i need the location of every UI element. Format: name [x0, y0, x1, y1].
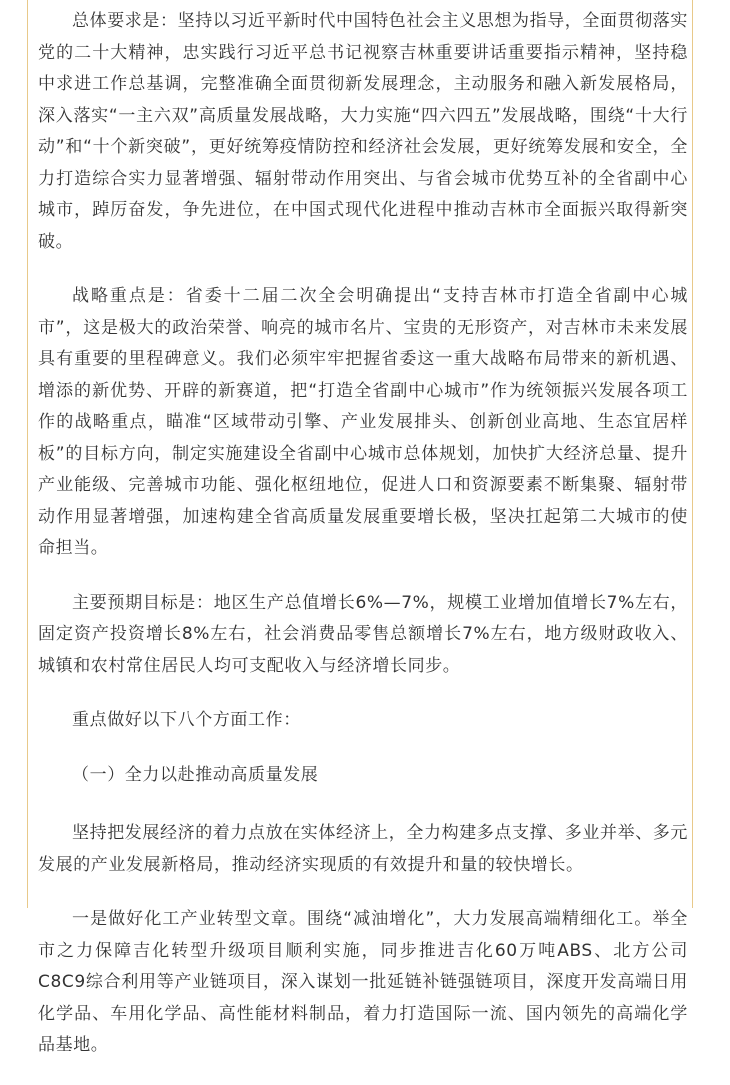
paragraph-strategic-focus: 战略重点是：省委十二届二次全会明确提出“支持吉林市打造全省副中心城市”，这是极大的政治荣誉、响亮的城市名片、宝贵的无形资产，对吉林市未来发展具有重要的里程碑意义。我们必须牢牢把握省委这一重大战略布局带来的新机遇、增添的新优势、开辟的新赛道，把“打造全省副中心城市”作为统领振兴发展各项工作的战略重点，瞄准“区域带动引擎、产业发展排头、创新创业高地、生态宜居样板”的目标方向，制定实施建设全省副中心城市总体规划，加快扩大经济总量、提升产业能级、完善城市功能、强化枢纽地位，促进人口和资源要素不断集聚、辐射带动作用显著增强，加速构建全省高质量发展重要增长极，坚决扛起第二大城市的使命担当。 [38, 286, 688, 558]
section-heading-1: （一）全力以赴推动高质量发展 [72, 764, 319, 785]
paragraph-eight-tasks-intro: 重点做好以下八个方面工作： [72, 710, 301, 730]
article-body [38, 6, 688, 1085]
paragraph-real-economy: 坚持把发展经济的着力点放在实体经济上，全力构建多点支撑、多业并举、多元发展的产业发展新格局，推动经济实现质的有效提升和量的较快增长。 [38, 823, 688, 875]
paragraph-general-requirements: 总体要求是：坚持以习近平新时代中国特色社会主义思想为指导，全面贯彻落实党的二十大精神，忠实践行习近平总书记视察吉林重要讲话重要指示精神，坚持稳中求进工作总基调，完整准确全面贯彻新发展理念，主动服务和融入新发展格局，深入落实“一主六双”高质量发展战略，大力实施“四六四五”发展战略，围绕“十大行动”和“十个新突破”，更好统筹疫情防控和经济社会发展，更好统筹发展和安全，全力打造综合实力显著增强、辐射带动作用突出、与省会城市优势互补的全省副中心城市，踔厉奋发，争先进位，在中国式现代化进程中推动吉林市全面振兴取得新突破。 [38, 11, 688, 252]
paragraph-expected-targets: 主要预期目标是：地区生产总值增长6%—7%，规模工业增加值增长7%左右，固定资产投资增长8%左右，社会消费品零售总额增长7%左右，地方级财政收入、城镇和农村常住居民人均可支配收入与经济增长同步。 [38, 592, 688, 676]
paragraph-chemical-industry: 一是做好化工产业转型文章。围绕“减油增化”，大力发展高端精细化工。举全市之力保障吉化转型升级项目顺利实施，同步推进吉化60万吨ABS、北方公司C8C9综合利用等产业链项目，深入谋划一批延链补链强链项目，深度开发高端日用化学品、车用化学品、高性能材料制品，着力打造国际一流、国内领先的高端化学品基地。 [38, 909, 688, 1055]
